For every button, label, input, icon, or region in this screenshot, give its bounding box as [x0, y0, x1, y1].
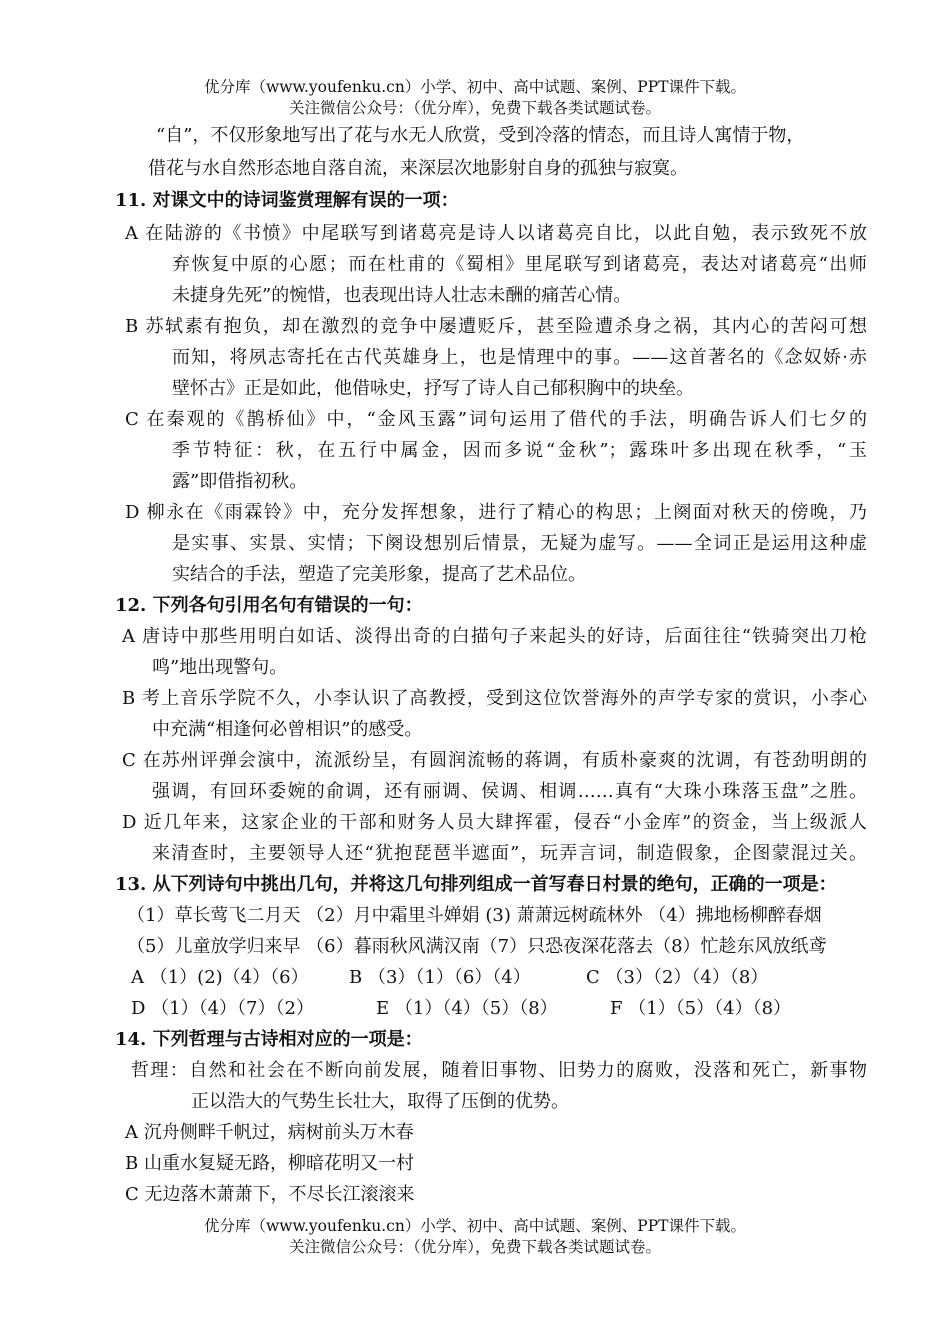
q11-option-b-line-1: B 苏轼素有抱负，却在激烈的竞争中屡遭贬斥，甚至险遭杀身之祸，其内心的苦闷可想 [125, 316, 867, 337]
q12-option-b-line-1: B 考上音乐学院不久，小李认识了高教授，受到这位饮誉海外的声学专家的赏识，小李心 [122, 688, 867, 709]
q13-option-e: E （1）（4）（5）（8） [376, 998, 558, 1019]
header-line-2: 关注微信公众号：（优分库），免费下载各类试题试卷。 [288, 99, 661, 117]
intro-line-1: “自”，不仅形象地写出了花与水无人欣赏，受到冷落的情态，而且诗人寓情于物， [156, 125, 805, 146]
q11-option-c-line-1: C 在秦观的《鹊桥仙》中，“金风玉露”词句运用了借代的手法，明确告诉人们七夕的 [125, 409, 867, 430]
footer-line-2: 关注微信公众号：（优分库），免费下载各类试题试卷。 [288, 1238, 661, 1256]
question-12-title: 12. 下列各句引用名句有错误的一句： [115, 595, 423, 616]
q12-option-d-line-1: D 近几年来，这家企业的干部和财务人员大肆挥霍，侵吞“小金库”的资金，当上级派人 [122, 812, 867, 833]
q13-option-d: D （1）（4）（7）（2） [131, 998, 314, 1019]
question-11-title: 11. 对课文中的诗词鉴赏理解有误的一项： [115, 190, 459, 211]
header-line-1: 优分库（www.youfenku.cn）小学、初中、高中试题、案例、PPT课件下载。 [203, 78, 747, 96]
q12-option-b-line-2: 中充满“相逢何必曾相识”的感受。 [152, 719, 423, 740]
question-14-title: 14. 下列哲理与古诗相对应的一项是： [115, 1029, 423, 1050]
q11-option-c-line-3: 露”即借指初秋。 [172, 471, 308, 492]
q14-premise-line-1: 哲理：自然和社会在不断向前发展，随着旧事物、旧势力的腐败，没落和死亡，新事物 [131, 1060, 867, 1081]
q11-option-d-line-3: 实结合的手法，塑造了完美形象，提高了艺术品位。 [172, 564, 586, 585]
q11-option-b-line-2: 而知，将夙志寄托在古代英雄身上，也是情理中的事。——这首著名的《念奴娇·赤 [172, 347, 867, 368]
q12-option-d-line-2: 来清查时，主要领导人还“犹抱琵琶半遮面”，玩弄言词，制造假象，企图蒙混过关。 [152, 843, 867, 864]
q12-option-a-line-2: 鸣”地出现警句。 [152, 657, 288, 678]
q12-option-c-line-1: C 在苏州评弹会演中，流派纷呈，有圆润流畅的蒋调，有质朴豪爽的沈调，有苍劲明朗的 [122, 750, 867, 771]
q13-option-f: F （1）（5）（4）（8） [610, 998, 792, 1019]
q13-verses-line-1: （1）草长莺飞二月天 （2）月中霜里斗婵娟 (3) 萧萧远树疏林外 （4）拂地杨柳醉春烟 [127, 905, 822, 926]
footer-line-1: 优分库（www.youfenku.cn）小学、初中、高中试题、案例、PPT课件下载。 [203, 1217, 747, 1235]
q12-option-a-line-1: A 唐诗中那些用明白如话、淡得出奇的白描句子来起头的好诗，后面往往“铁骑突出刀枪 [122, 626, 867, 647]
intro-line-2: 借花与水自然形态地自落自流，来深层次地影射自身的孤独与寂寞。 [148, 158, 688, 179]
question-13-title: 13. 从下列诗句中挑出几句，并将这几句排列组成一首写春日村景的绝句，正确的一项是： [115, 874, 837, 895]
q11-option-a-line-2: 弃恢复中原的心愿；而在杜甫的《蜀相》里尾联写到诸葛亮，表达对诸葛亮“出师 [172, 254, 867, 275]
q14-premise-line-2: 正以浩大的气势生长壮大，取得了压倒的优势。 [191, 1091, 569, 1112]
q13-verses-line-2: （5）儿童放学归来早 （6）暮雨秋风满汉南（7）只恐夜深花落去（8）忙趁东风放纸鸢 [127, 936, 827, 957]
q14-option-a: A 沉舟侧畔千帆过，病树前头万木春 [125, 1122, 414, 1143]
q14-option-b: B 山重水复疑无路，柳暗花明又一村 [125, 1153, 414, 1174]
q11-option-b-line-3: 壁怀古》正是如此，他借咏史，抒写了诗人自己郁积胸中的块垒。 [172, 378, 694, 399]
q11-option-a-line-3: 未捷身先死”的惋惜，也表现出诗人壮志未酬的痛苦心情。 [172, 285, 632, 306]
q11-option-d-line-2: 是实事、实景、实情；下阕设想别后情景，无疑为虚写。——全词正是运用这种虚 [172, 533, 867, 554]
q11-option-c-line-2: 季节特征：秋，在五行中属金，因而多说“金秋”；露珠叶多出现在秋季，“玉 [172, 440, 867, 461]
q11-option-d-line-1: D 柳永在《雨霖铃》中，充分发挥想象，进行了精心的构思；上阕面对秋天的傍晚，乃 [125, 502, 867, 523]
q14-option-c: C 无边落木萧萧下，不尽长江滚滚来 [125, 1184, 415, 1205]
q13-option-b: B （3）（1）（6）（4） [349, 967, 531, 988]
q13-option-a: A （1）(2)（4）（6） [131, 967, 309, 988]
q11-option-a-line-1: A 在陆游的《书愤》中尾联写到诸葛亮是诗人以诸葛亮自比，以此自勉，表示致死不放 [125, 223, 867, 244]
q12-option-c-line-2: 强调，有回环委婉的俞调，还有丽调、侯调、相调……真有“大珠小珠落玉盘”之胜。 [152, 781, 867, 802]
q13-option-c: C （3）（2）（4）（8） [586, 967, 769, 988]
